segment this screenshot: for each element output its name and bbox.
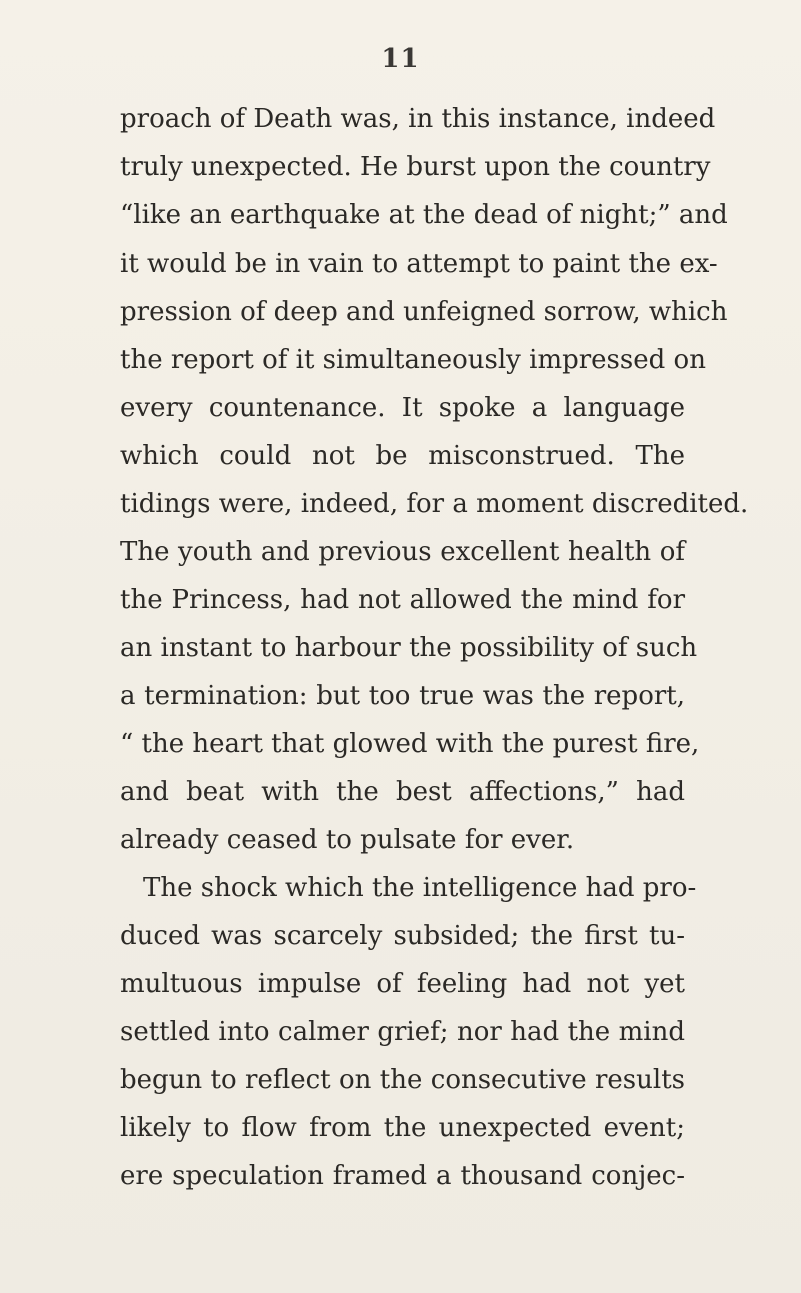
- page-number: 11: [381, 44, 420, 74]
- text-line: truly unexpected. He burst upon the country: [120, 152, 711, 182]
- text-line: the report of it simultaneously impressed on: [120, 345, 706, 375]
- text-line: “like an earthquake at the dead of night;” and: [120, 200, 728, 230]
- text-line: multuous impulse of feeling had not yet: [120, 969, 685, 999]
- text-line: proach of Death was, in this instance, indeed: [120, 104, 716, 134]
- text-line: “ the heart that glowed with the purest fire,: [120, 729, 700, 759]
- text-line: tidings were, indeed, for a moment discredited.: [120, 489, 749, 519]
- text-line: which could not be misconstrued. The: [120, 441, 685, 471]
- text-line: pression of deep and unfeigned sorrow, which: [120, 297, 728, 327]
- text-line: duced was scarcely subsided; the first tu-: [120, 921, 685, 951]
- text-line: The shock which the intelligence had pro-: [143, 873, 697, 903]
- text-line: a termination: but too true was the report,: [120, 681, 685, 711]
- text-line: begun to reflect on the consecutive results: [120, 1065, 685, 1095]
- text-line: it would be in vain to attempt to paint the ex-: [120, 249, 718, 279]
- text-line: ere speculation framed a thousand conjec-: [120, 1161, 685, 1191]
- text-line: an instant to harbour the possibility of such: [120, 633, 698, 663]
- text-line: the Princess, had not allowed the mind for: [120, 585, 685, 615]
- text-line: settled into calmer grief; nor had the mind: [120, 1017, 685, 1047]
- text-line: The youth and previous excellent health of: [120, 537, 685, 567]
- text-line: every countenance. It spoke a language: [120, 393, 685, 423]
- text-line: likely to flow from the unexpected event;: [120, 1113, 685, 1143]
- text-line: already ceased to pulsate for ever.: [120, 825, 575, 855]
- text-line: and beat with the best affections,” had: [120, 777, 685, 807]
